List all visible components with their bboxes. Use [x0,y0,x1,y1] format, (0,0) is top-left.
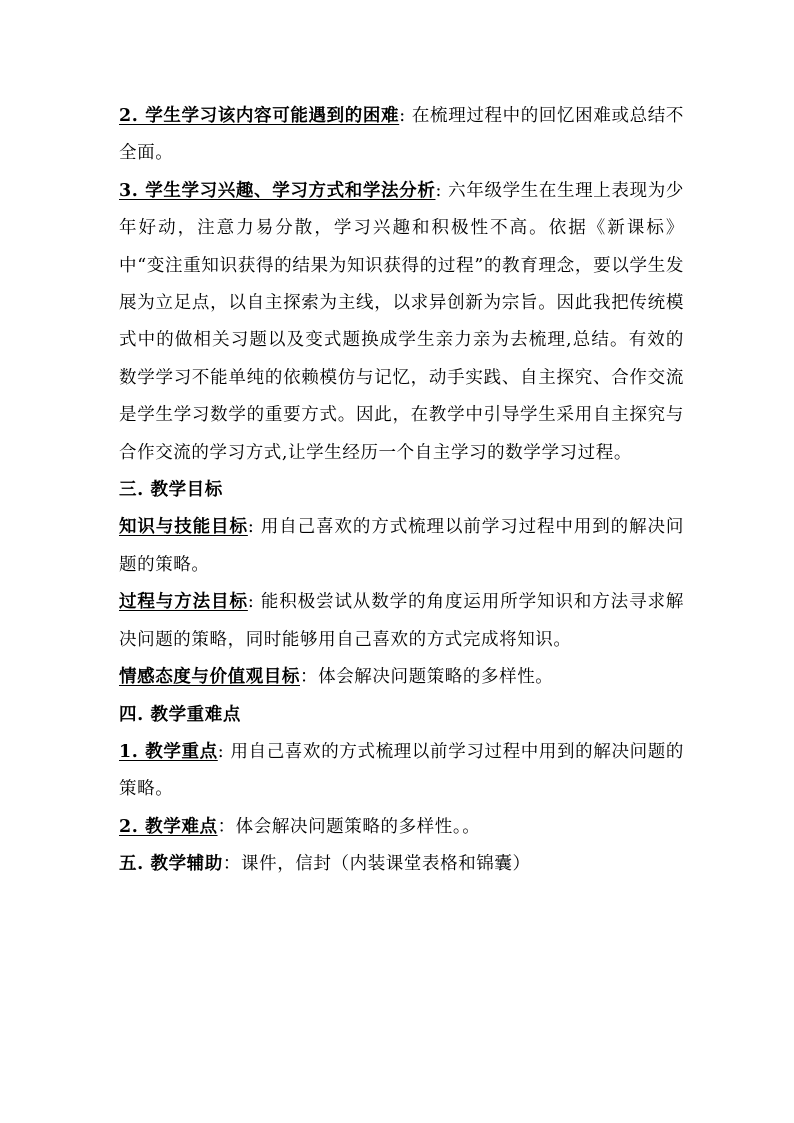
paragraph-learning-analysis [119,173,684,472]
section-title-teaching-goals: 三. 教学目标 [119,480,223,501]
keypoint-text: 体会解决问题策略的多样性。。 [235,816,481,837]
goal-emotion-values [119,659,684,696]
section-title-key-difficult-points: 四. 教学重难点 [119,704,241,725]
goal-text: 用自己喜欢的方式梳理以前学习过程中用到的解决问题的策略。 [119,517,684,575]
teaching-aids-text: 课件，信封（内装课堂表格和锦囊） [241,854,531,875]
paragraph-text: 六年级学生在生理上表现为少年好动，注意力易分散，学习兴趣和积极性不高。依据《新课标》中“变注重知识获得的结果为知识获得的过程”的教育理念，要以学生发展为立足点，以自主探索为主线，以求异创新为宗旨。因此我把传统模式中的做相关习题以及变式题换成学生亲力亲为去梳理,总结。有效的数学学习不能单纯的依赖模仿与记忆，动手实践、自主探究、合作交流是学生学习数学的重要方式。因此，在教学中引导学生采用自主探究与合作交流的学习方式,让学生经历一个自主学习的数学学习过程。 [119,180,684,463]
paragraph-heading: 3. 学生学习兴趣、学习方式和学法分析 [119,180,436,201]
heading-separator: ： [222,854,241,875]
keypoint-heading: 1. 教学重点 [119,741,218,762]
heading-separator: ： [300,667,319,688]
keypoint-text: 用自己喜欢的方式梳理以前学习过程中用到的解决问题的策略。 [119,741,684,800]
section-teaching-aids [119,846,684,883]
goal-knowledge-skills [119,509,684,584]
goal-heading: 过程与方法目标 [119,592,248,613]
paragraph-heading: 2. 学生学习该内容可能遇到的困难 [119,106,400,126]
goal-text: 能积极尝试从数学的角度运用所学知识和方法寻求解决问题的策略，同时能够用自己喜欢的方式完成将知识。 [119,592,684,650]
heading-separator: : [217,741,231,762]
goal-heading: 知识与技能目标 [119,517,248,538]
paragraph-learning-difficulty [119,98,684,173]
section-title-teaching-aids: 五. 教学辅助 [119,854,223,875]
heading-separator: : [435,180,449,201]
paragraph-text: 在梳理过程中的回忆困难或总结不全面。 [119,106,684,164]
heading-separator: : [399,106,412,126]
heading-separator: : [247,592,261,613]
heading-separator: ： [217,816,236,837]
goal-heading: 情感态度与价值观目标 [119,667,300,688]
teaching-difficult-point [119,809,684,846]
keypoint-heading: 2. 教学难点 [119,816,218,837]
teaching-key-point [119,734,684,809]
goal-text: 体会解决问题策略的多样性。 [318,667,554,688]
goal-process-method [119,584,684,659]
heading-separator: : [247,517,261,538]
document-page [119,98,684,884]
